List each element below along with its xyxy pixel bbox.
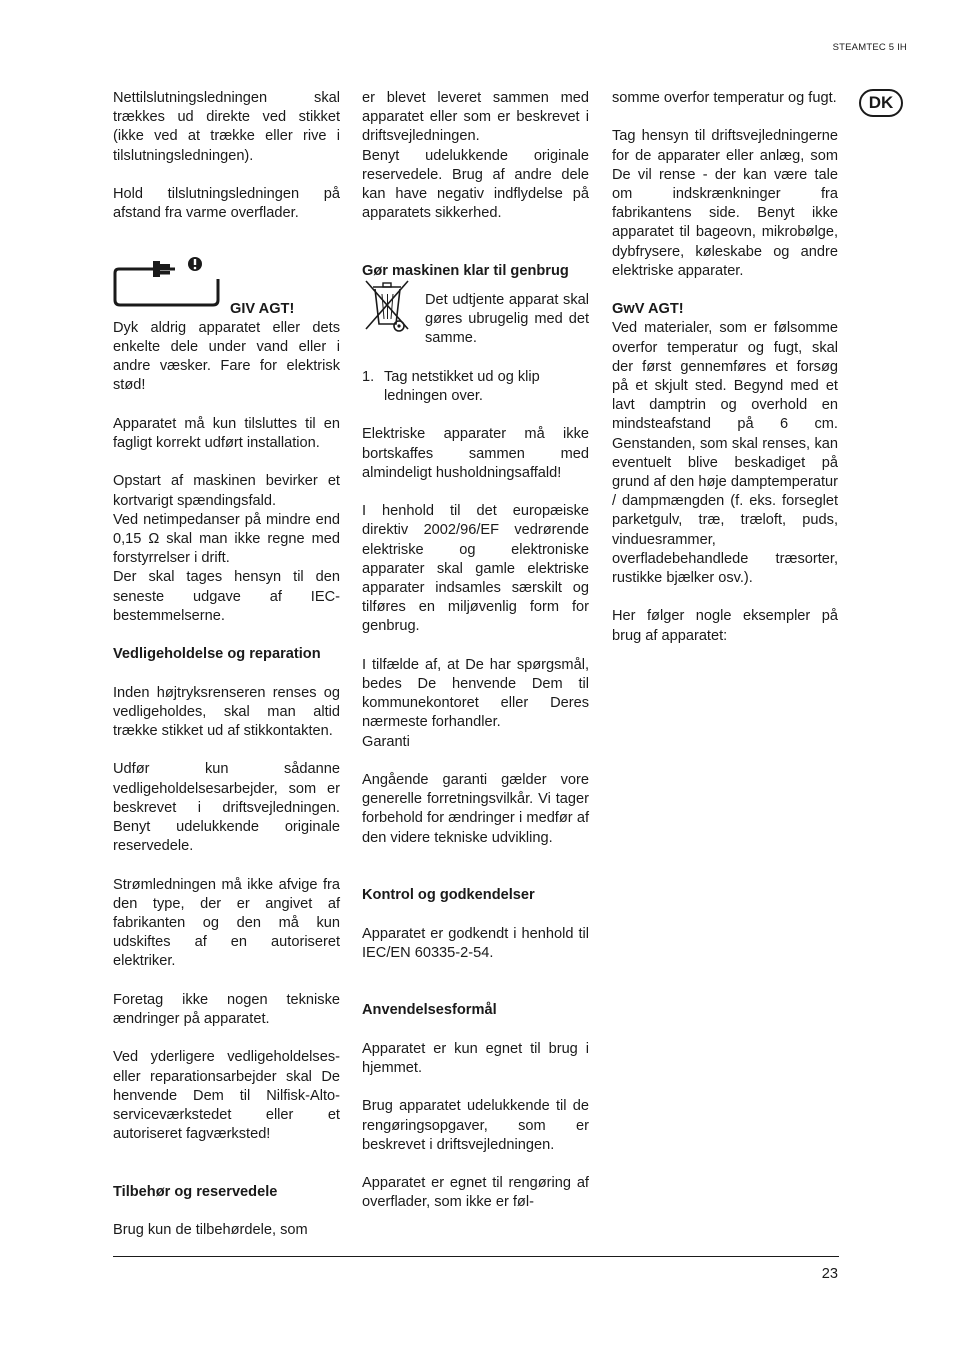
paragraph: Ved netimpedanser på mindre end 0,15 Ω skal man ikke regne med forstyrrelser i drift.: [113, 511, 340, 567]
paragraph: Foretag ikke nogen tekniske ændringer på apparatet.: [113, 991, 340, 1027]
step-number: 1.: [362, 368, 375, 385]
paragraph: somme overfor temperatur og fugt.: [612, 90, 837, 106]
section-heading: Vedligeholdelse og reparation: [113, 646, 321, 663]
section-heading: Gør maskinen klar til genbrug: [362, 262, 569, 279]
text-column-2: [362, 89, 589, 1213]
weee-notice: [362, 281, 589, 349]
paragraph: Hold tilslutningsledningen på afstand fra varme overflader.: [113, 186, 340, 222]
paragraph: I henhold til det europæiske direktiv 2002/96/EF vedrørende elektriske og elektroniske apparater skal gamle elektriske apparater indsamles særskilt og tilføres en miljøvenlig form for genbrug.: [362, 503, 589, 635]
paragraph: Strømledningen må ikke afvige fra den type, der er angivet af fabrikanten og den må kun udskiftes af en autoriseret elektriker.: [113, 876, 340, 970]
paragraph: Inden højtryksrenseren renses og vedligeholdes, skal man altid trække stikket ud af stikkontakten.: [113, 684, 340, 739]
paragraph: Benyt udelukkende originale reservedele. Brug af andre dele kan have negativ indflydelse på apparatets sikkerhed.: [362, 147, 589, 222]
section-heading: Anvendelsesformål: [362, 1002, 497, 1019]
paragraph: Opstart af maskinen bevirker et kortvarigt spændingsfald.: [113, 473, 340, 509]
paragraph: Brug kun de tilbehørdele, som: [113, 1222, 308, 1239]
text-column-3: [612, 89, 838, 665]
plug-warning-icon: [113, 250, 223, 310]
paragraph: Apparatet er egnet til rengøring af overflader, som ikke er føl-: [362, 1175, 589, 1211]
section-heading: Kontrol og godkendelser: [362, 887, 535, 904]
paragraph: Dyk aldrig apparatet eller dets enkelte dele under vand eller i andre væsker. Fare for elektrisk stød!: [113, 319, 340, 394]
paragraph: Ved materialer, som er følsomme overfor temperatur og fugt, skal der først gennemføres et forsøg på et skjult sted. Begynd med et lavt damptrin og overhold en mindsteafstand på 6 cm. Genstanden, som skal renses, kan eventuelt blive beskadiget på grund af den høje damptemperatur / dampmængden (f. eks. forseglet parketgulv, træ, træloft, puds, vinduesrammer, overfladebehandlede træsorter, rustikke bjælker osv.).: [612, 320, 838, 587]
paragraph: Her følger nogle eksempler på brug af apparatet:: [612, 608, 838, 644]
paragraph: Garanti: [362, 733, 410, 750]
paragraph: I tilfælde af, at De har spørgsmål, bedes De henvende Dem til kommunekontoret eller Deres nærmeste forhandler.: [362, 656, 589, 731]
paragraph: Ved yderligere vedligeholdelses- eller reparationsarbejder skal De henvende Dem til Nilfisk-Alto-serviceværkstedet eller et autoriseret fagværksted!: [113, 1049, 340, 1143]
steps-list: [362, 368, 589, 406]
warning-label: GIV AGT!: [230, 300, 295, 317]
footer-divider: [113, 1256, 839, 1257]
list-item: [362, 368, 589, 406]
section-heading: Tilbehør og reservedele: [113, 1183, 278, 1200]
paragraph: Elektriske apparater må ikke bortskaffes sammen med almindeligt husholdningsaffald!: [362, 426, 589, 481]
paragraph: Nettilslutningsledningen skal trækkes ud direkte ved stikket (ikke ved at trække eller rive i tilslutningsledningen).: [113, 90, 340, 164]
paragraph: Apparatet må kun tilsluttes til en fagligt korrekt udført installation.: [113, 415, 340, 451]
paragraph: Apparatet er kun egnet til brug i hjemmet.: [362, 1040, 589, 1076]
paragraph: Der skal tages hensyn til den seneste udgave af IEC-bestemmelserne.: [113, 569, 340, 624]
paragraph: er blevet leveret sammen med apparatet eller som er beskrevet i driftsvejledningen.: [362, 90, 589, 145]
crossed-out-bin-icon: [362, 277, 412, 335]
paragraph: Tag hensyn til driftsvejledningerne for de apparater eller anlæg, som De vil rense - der kan være tale om indskrænkninger fra fabrikantens side. Benyt ikke apparatet til bageovn, mikrobølge, dybfrysere, køleskabe og andre elektriske apparater.: [612, 128, 838, 279]
paragraph: Det udtjente apparat skal gøres ubrugelig med det samme.: [425, 292, 589, 347]
text-column-1: [113, 89, 340, 1240]
document-header-model: STEAMTEC 5 IH: [832, 42, 907, 53]
section-heading: GwV AGT!: [612, 301, 684, 318]
paragraph: Udfør kun sådanne vedligeholdelsesarbejder, som er beskrevet i driftsvejledningen. Benyt udelukkende originale reservedele.: [113, 761, 340, 855]
step-text: Tag netstikket ud og klip ledningen over.: [384, 368, 540, 404]
page-number: 23: [821, 1266, 838, 1282]
language-badge: DK: [859, 89, 903, 117]
paragraph: Brug apparatet udelukkende til de rengøringsopgaver, som er beskrevet i driftsvejledningen.: [362, 1098, 589, 1153]
paragraph: Apparatet er godkendt i henhold til IEC/EN 60335-2-54.: [362, 925, 589, 961]
paragraph: Angående garanti gælder vore generelle forretningsvilkår. Vi tager forbehold for ændringer i medfør af den videre tekniske udvikling.: [362, 772, 589, 846]
